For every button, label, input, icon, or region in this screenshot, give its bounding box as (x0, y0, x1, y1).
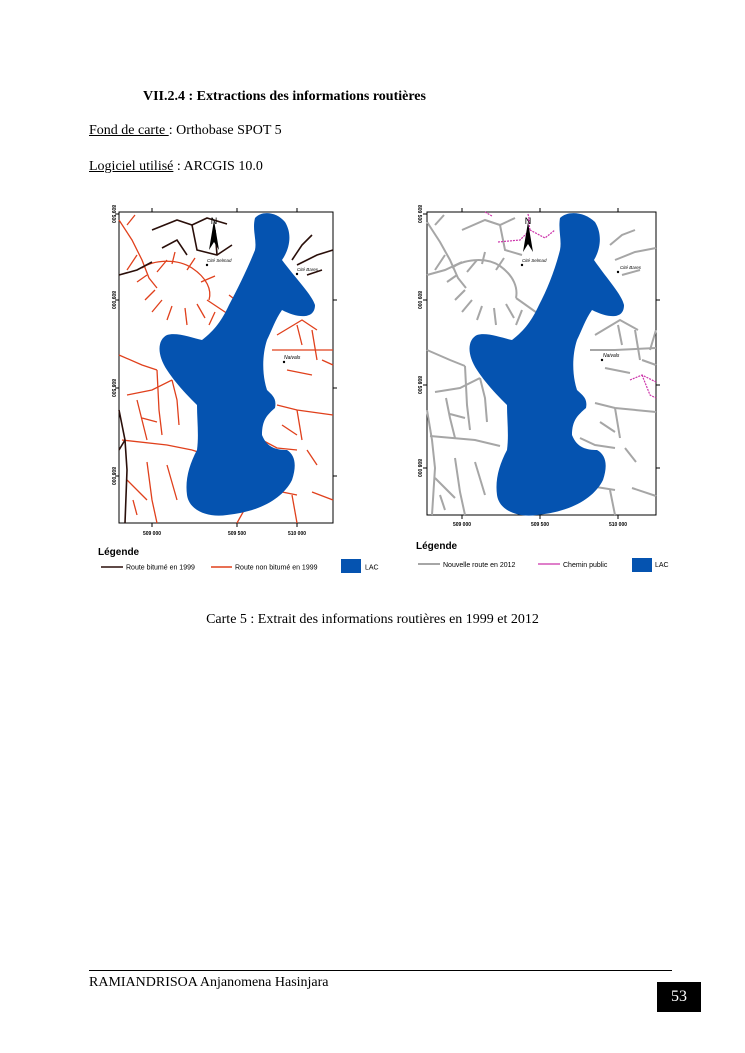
legend-item: Nouvelle route en 2012 (443, 562, 516, 569)
x-tick-label: 510 000 (287, 531, 307, 537)
base-map-label: Fond de carte (89, 123, 169, 138)
x-tick-label: 509 000 (452, 522, 472, 528)
y-tick-label: 808 500 (110, 378, 116, 398)
legend-title: Légende (416, 541, 458, 552)
y-tick-label: 808 000 (416, 458, 422, 478)
legend-item: Route bitumé en 1999 (126, 564, 195, 572)
place-label: Naivals (284, 355, 301, 361)
north-label: N (524, 216, 532, 226)
x-tick-label: 509 500 (530, 522, 550, 528)
y-tick-label: 809 000 (110, 290, 116, 310)
legend-item: LAC (365, 564, 379, 572)
software-label: Logiciel utilisé (89, 159, 174, 174)
y-tick-label: 809 500 (110, 204, 116, 224)
legend-item: Route non bitumé en 1999 (235, 564, 318, 572)
software-value: : ARCGIS 10.0 (173, 159, 263, 174)
x-tick-label: 509 500 (227, 531, 247, 537)
road-map-1999 (97, 200, 387, 580)
y-tick-label: 808 000 (110, 466, 116, 486)
section-heading: VII.2.4 : Extractions des informations routières (143, 89, 426, 104)
place-label: Cité Bares (620, 265, 642, 270)
x-tick-label: 510 000 (608, 522, 628, 528)
place-label: Cité Bares (297, 267, 319, 272)
software-line (89, 159, 263, 175)
place-label: Cité Selmad (207, 258, 232, 263)
base-map-line (89, 123, 282, 139)
place-label: Naivals (603, 353, 620, 359)
legend-lake-swatch (341, 559, 361, 573)
base-map-value: : Orthobase SPOT 5 (168, 123, 282, 138)
road-map-2012 (410, 200, 672, 580)
x-tick-label: 509 000 (142, 531, 162, 537)
y-tick-label: 809 500 (416, 204, 422, 224)
north-label: N (210, 216, 218, 226)
legend-title: Légende (98, 547, 140, 558)
footer-author: RAMIANDRISOA Anjanomena Hasinjara (89, 975, 329, 990)
legend-item: Chemin public (563, 562, 608, 569)
legend-item: LAC (655, 562, 669, 569)
figure-caption: Carte 5 : Extrait des informations routières en 1999 et 2012 (206, 612, 539, 627)
y-tick-label: 808 500 (416, 375, 422, 395)
legend-lake-swatch (632, 558, 652, 572)
y-tick-label: 809 000 (416, 290, 422, 310)
page-number: 53 (657, 982, 701, 1012)
footer-divider (89, 970, 672, 971)
place-label: Cité Selmad (522, 258, 547, 263)
